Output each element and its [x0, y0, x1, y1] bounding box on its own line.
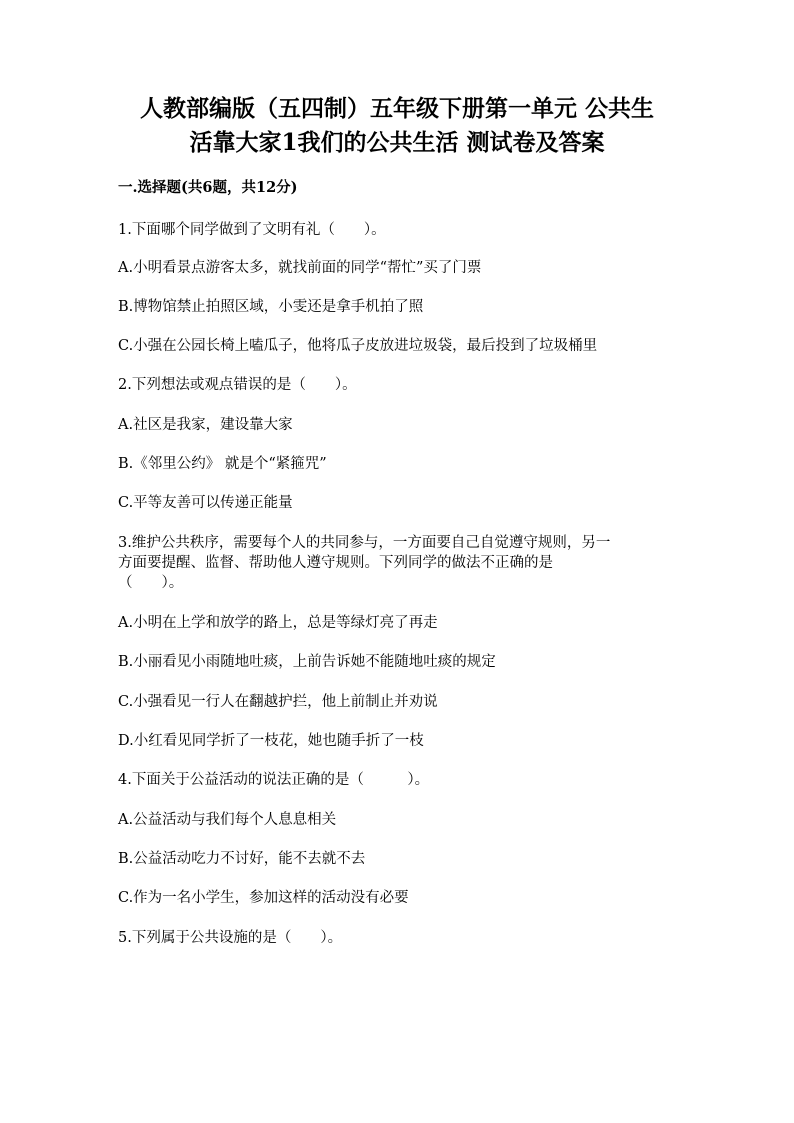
question-5-stem: 5.下列属于公共设施的是（ ）。: [118, 930, 343, 946]
question-3-option-a: A.小明在上学和放学的路上，总是等绿灯亮了再走: [118, 615, 438, 631]
title-line-2: 活靠大家1我们的公共生活 测试卷及答案: [189, 129, 605, 156]
question-1-option-c: C.小强在公园长椅上嗑瓜子，他将瓜子皮放进垃圾袋，最后投到了垃圾桶里: [118, 338, 598, 354]
question-3-stem-line-2: 方面要提醒、监督、帮助他人遵守规则。下列同学的做法不正确的是: [118, 555, 553, 571]
question-2-option-a: A.社区是我家，建设靠大家: [118, 417, 293, 433]
question-2-stem: 2.下列想法或观点错误的是（ ）。: [118, 377, 357, 393]
question-3-stem-line-3: （ ）。: [118, 575, 184, 591]
question-4-option-c: C.作为一名小学生，参加这样的活动没有必要: [118, 890, 409, 906]
section-heading: 一.选择题(共6题，共12分): [118, 179, 298, 196]
title-line-1: 人教部编版（五四制）五年级下册第一单元 公共生: [139, 95, 654, 122]
question-3-option-c: C.小强看见一行人在翻越护拦，他上前制止并劝说: [118, 694, 438, 710]
question-1-stem: 1.下面哪个同学做到了文明有礼（ ）。: [118, 222, 386, 238]
question-2-option-c: C.平等友善可以传递正能量: [118, 495, 293, 511]
question-2-option-b: B.《邻里公约》 就是个“紧箍咒”: [118, 456, 327, 472]
question-1-option-a: A.小明看景点游客太多，就找前面的同学“帮忙”买了门票: [118, 260, 482, 276]
question-3-option-b: B.小丽看见小雨随地吐痰，上前告诉她不能随地吐痰的规定: [118, 654, 496, 670]
question-4-option-a: A.公益活动与我们每个人息息相关: [118, 812, 337, 828]
question-3-stem-line-1: 3.维护公共秩序，需要每个人的共同参与，一方面要自己自觉遵守规则，另一: [118, 535, 611, 551]
document-title: [90, 92, 704, 160]
question-4-option-b: B.公益活动吃力不讨好，能不去就不去: [118, 851, 366, 867]
question-4-stem: 4.下面关于公益活动的说法正确的是（ ）。: [118, 772, 430, 788]
question-1-option-b: B.博物馆禁止拍照区域，小雯还是拿手机拍了照: [118, 299, 424, 315]
question-3-option-d: D.小红看见同学折了一枝花，她也随手折了一枝: [118, 733, 424, 749]
